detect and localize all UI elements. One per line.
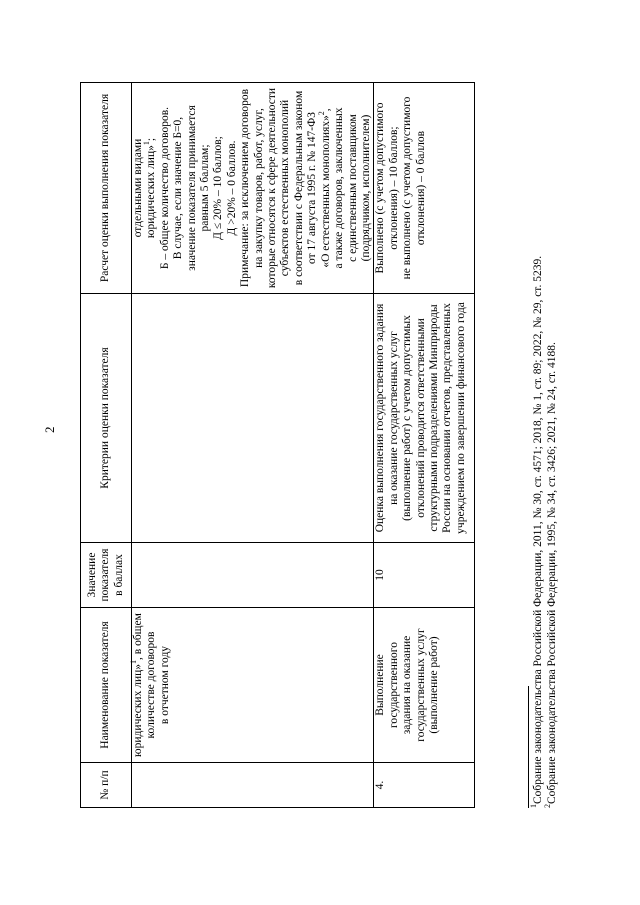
- calc-line: В случае, если значение Б=0,: [172, 116, 185, 260]
- row1-criteria: [132, 294, 374, 543]
- footnote-ref: 1: [129, 659, 139, 664]
- calc-line: отклонения) – 0 баллов: [414, 130, 427, 246]
- header-criteria: Критерии оценки показателя: [81, 294, 132, 543]
- row1-num: [132, 763, 374, 808]
- row2-name-line: Выполнение государственного: [374, 642, 400, 728]
- criteria-line: Оценка выполнения государственного задания: [374, 303, 387, 533]
- row1-name-line: в отчетном году: [158, 645, 171, 725]
- row2-name-line: задания на оказание: [401, 635, 414, 735]
- footnote-ref: 1: [142, 141, 152, 146]
- page-number: 2: [42, 426, 57, 433]
- calc-line: «О естественных монополиях»$^2$,: [316, 108, 332, 268]
- footnote-mark: 2: [542, 804, 552, 808]
- row2-name-line: государственных услуг: [414, 628, 427, 742]
- calc-line: Выполнено (с учетом допустимого: [374, 102, 387, 274]
- footnote-item: [542, 256, 560, 808]
- calc-line: Примечание: за исключением договоров: [239, 88, 252, 288]
- header-name: Наименование показателя: [81, 608, 132, 763]
- row2-name-line: (выполнение работ): [427, 636, 440, 734]
- calc-line: которые относятся к сфере деятельности: [266, 87, 279, 289]
- calc-line: Д ≤ 20% – 10 баллов;: [212, 136, 225, 240]
- calc-line: отклонения) – 10 баллов;: [387, 126, 400, 250]
- table-row: [374, 83, 475, 808]
- criteria-line: учреждением по завершении финансового года: [454, 302, 467, 534]
- calc-line: юридических лиц»$^1$;: [142, 137, 158, 239]
- criteria-line: структурными подразделениями Минприроды: [427, 304, 440, 532]
- row2-name: [374, 608, 475, 763]
- footnote-text: Собрание законодательства Российской Федерации, 2011, № 30, ст. 4571; 2018, № 1, ст. 89; 2022, № 29, ст. 5239.: [532, 255, 544, 804]
- criteria-line: России на основании отчетов, представленных: [441, 303, 454, 533]
- row2-calc: [374, 83, 475, 294]
- header-value: Значение показателя в баллах: [81, 543, 132, 608]
- footnotes: [529, 255, 559, 808]
- calc-line: равным 5 баллам;: [199, 144, 212, 232]
- header-calc: Расчет оценки выполнения показателя: [81, 83, 132, 294]
- calc-line: на закупку товаров, работ, услуг,: [252, 108, 265, 268]
- criteria-line: отклонений проводится ответственными: [414, 318, 427, 518]
- row1-name-line: количестве договоров: [145, 631, 158, 739]
- calc-line: субъектов естественных монополий: [279, 99, 292, 277]
- footnote-item: [529, 255, 546, 808]
- row1-name: [129, 608, 374, 763]
- footnote-ref: 2: [316, 111, 326, 116]
- table-row: [132, 83, 374, 808]
- calc-line: отдельными видами: [132, 138, 144, 238]
- table-header-row: [81, 83, 132, 808]
- calc-line: от 17 августа 1995 г. № 147-ФЗ: [306, 112, 319, 264]
- calc-line: значение показателя принимается: [185, 105, 198, 271]
- calc-line: Б – общее количество договоров.: [158, 106, 171, 270]
- footnote-divider: [528, 686, 529, 808]
- calc-line: не выполнено (с учетом допустимого: [401, 96, 414, 280]
- calc-line: с единственным поставщиком: [346, 114, 359, 262]
- header-num: № п/п: [81, 763, 132, 808]
- row1-calc: [132, 83, 374, 294]
- calc-line: в соответствии с Федеральным законом: [292, 90, 305, 286]
- indicators-table: [80, 82, 475, 808]
- footnote-mark: 1: [529, 804, 539, 808]
- criteria-line: на оказание государственных услуг: [387, 331, 400, 505]
- calc-line: (подрядчиком, исполнителем): [359, 114, 372, 262]
- row1-value: [132, 543, 374, 608]
- footnote-text: Собрание законодательства Российской Федерации, 1995, № 34, ст. 3426; 2021, № 24, ст. 4188.: [545, 342, 558, 804]
- row2-num: 4.: [374, 763, 475, 808]
- row1-name-line: юридических лиц»$^1$, в общем: [129, 613, 144, 757]
- criteria-line: (выполнение работ) с учетом допустимых: [401, 315, 414, 521]
- calc-line: а также договоров, заключенных: [333, 107, 346, 269]
- calc-line: Д >20% – 0 баллов.: [225, 140, 238, 236]
- row2-criteria: [374, 294, 475, 543]
- row2-value: 10: [374, 543, 475, 608]
